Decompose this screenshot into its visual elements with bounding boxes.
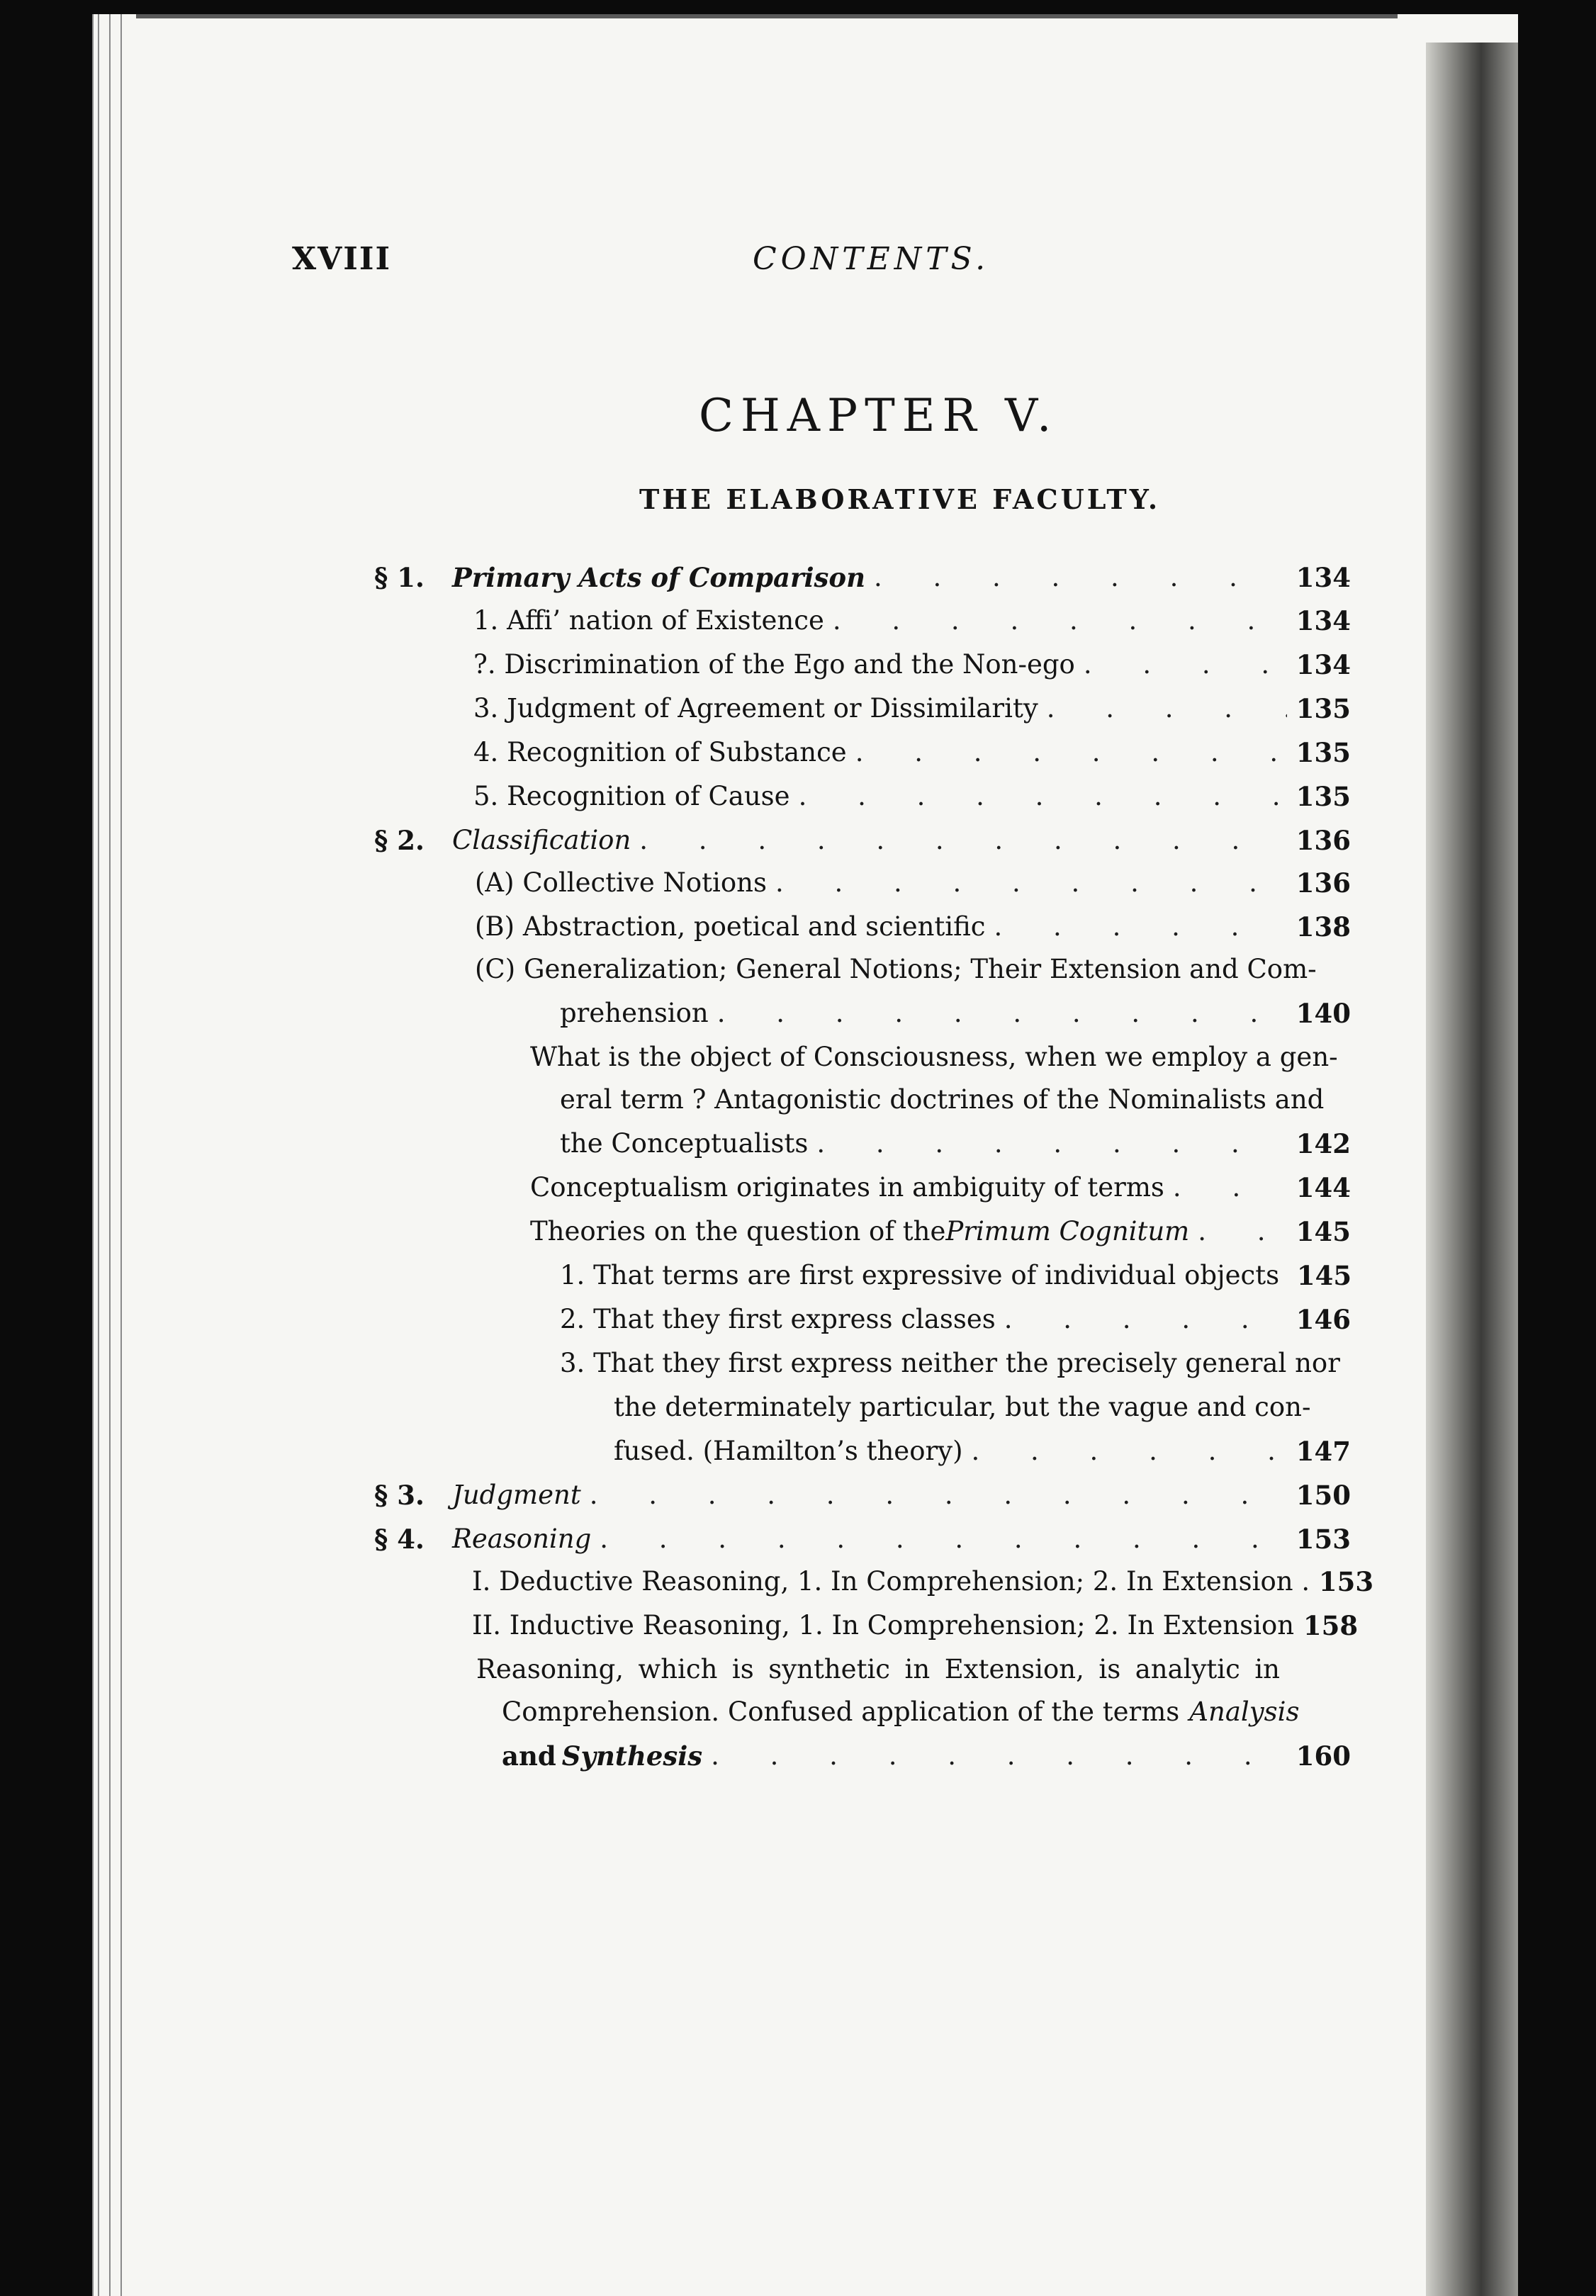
dot-leader [996,1300,1287,1339]
page-header [0,241,1596,283]
entry-text: 3. Judgment of Agreement or Dissimilarity [473,693,1038,724]
entry-italic: Synthesis [561,1740,703,1772]
toc-entry [473,645,1351,685]
dot-leader [986,907,1287,947]
entry-text: 1. Affi’ nation of Existence [473,605,824,636]
toc-entry [475,950,1317,989]
toc-entry [473,601,1351,641]
top-rule [136,14,1398,18]
entry-text: I. Deductive Reasoning, 1. In Comprehension; 2. In Extension . [472,1566,1310,1597]
entry-text: 3. That they first express neither the precisely general nor [560,1348,1340,1378]
dot-leader [631,821,1287,860]
page-number: 145 [1296,1216,1351,1247]
toc-entry [560,1256,1351,1295]
page-number: 135 [1296,781,1351,812]
dot-leader [865,558,1287,597]
toc-entry [475,907,1351,947]
page-number: 135 [1296,693,1351,724]
page-edge-line [109,14,111,2296]
toc-entry [560,1344,1340,1383]
toc-entry [472,1606,1359,1645]
page-edge-line [98,14,99,2296]
dot-leader [790,777,1287,816]
toc-entry [476,1650,1280,1689]
toc-entry [530,1168,1351,1208]
dot-leader [767,863,1287,903]
page-number: 160 [1296,1740,1351,1772]
toc-entry-continuation [502,1736,1351,1776]
page-number: 136 [1296,867,1351,899]
page-number: 153 [1318,1566,1374,1597]
toc-entry [530,1037,1338,1077]
chapter-title: CHAPTER V. [699,390,1059,442]
page-number: 134 [1296,562,1351,593]
entry-text: prehension [560,998,709,1028]
entry-text: 5. Recognition of Cause [473,781,790,811]
entry-italic: Analysis [1189,1696,1300,1727]
entry-italic: Primum Cognitum [945,1216,1190,1247]
page-number: 150 [1296,1480,1351,1511]
dot-leader [824,601,1287,641]
dot-leader [702,1736,1287,1776]
section-number: § 1. [374,562,425,593]
dot-leader [847,733,1287,772]
toc-entry [473,733,1351,772]
toc-entry-continuation [614,1388,1311,1427]
toc-entry-continuation [560,1080,1325,1120]
page-number: 145 [1296,1260,1352,1291]
entry-text: What is the object of Consciousness, when we employ a gen- [530,1042,1338,1072]
toc-entry-continuation [502,1692,1300,1732]
page-number: 142 [1296,1128,1351,1159]
toc-entry [473,689,1351,728]
section-title: Primary Acts of Comparison [452,562,865,593]
running-head: CONTENTS. [753,241,990,277]
chapter-subtitle: THE ELABORATIVE FACULTY. [639,483,1161,515]
section-number: § 2. [374,825,425,856]
toc-entry [530,1212,1351,1251]
entry-text: (A) Collective Notions [475,867,767,898]
page-edge-line [120,14,122,2296]
toc-entry [473,777,1351,816]
section-number: § 4. [374,1524,425,1555]
section-title: Reasoning [452,1524,592,1554]
entry-text: fused. (Hamilton’s theory) [614,1436,963,1466]
dot-leader [1075,645,1287,685]
entry-text: Theories on the question of the [530,1216,946,1247]
toc-entry [475,863,1351,903]
dot-leader [963,1431,1287,1471]
dot-leader [591,1519,1287,1559]
dot-leader [808,1124,1287,1164]
entry-text: eral term ? Antagonistic doctrines of the Nominalists and [560,1084,1325,1115]
entry-text: (C) Generalization; General Notions; Their Extension and Com- [475,954,1317,984]
page-number: 134 [1296,649,1351,680]
entry-text: Conceptualism originates in ambiguity of terms [530,1172,1164,1203]
entry-text: Comprehension. Confused application of the terms [502,1696,1180,1727]
page-number: 140 [1296,998,1351,1029]
page-number: 144 [1296,1172,1351,1203]
dot-leader [1189,1212,1287,1251]
entry-text: 2. That they first express classes [560,1304,996,1334]
entry-text: and [502,1740,556,1772]
page-number: 138 [1296,911,1351,942]
entry-text: ?. Discrimination of the Ego and the Non-ego [473,649,1075,680]
toc-section [374,1519,1351,1559]
toc-entry-continuation [614,1431,1351,1471]
book-spine-shadow [1426,43,1518,2296]
page-number: 146 [1296,1304,1351,1335]
entry-text: the Conceptualists [560,1128,809,1159]
entry-text: II. Inductive Reasoning, 1. In Comprehension; 2. In Extension [472,1610,1295,1641]
page-number: 136 [1296,825,1351,856]
entry-text: (B) Abstraction, poetical and scientific [475,911,986,942]
entry-text: 4. Recognition of Substance [473,737,847,767]
page-number: 134 [1296,605,1351,636]
toc-section [374,558,1351,597]
entry-text: the determinately particular, but the vague and con- [614,1392,1311,1422]
entry-text: 1. That terms are first expressive of individual objects [560,1260,1280,1290]
toc-entry-continuation [560,1124,1351,1164]
page-number: 153 [1296,1524,1351,1555]
entry-text: Reasoning, which is synthetic in Extension, is analytic in [476,1654,1280,1684]
toc-entry [472,1562,1374,1602]
section-title: Classification [452,825,631,855]
section-title: Judgment [452,1480,581,1510]
dot-leader [709,994,1287,1033]
page-number: 135 [1296,737,1351,768]
toc-section [374,1475,1351,1515]
dot-leader [581,1475,1287,1515]
dot-leader [1279,1256,1288,1295]
page-number: 147 [1296,1436,1351,1467]
toc-entry [560,1300,1351,1339]
dot-leader [1164,1168,1287,1208]
dot-leader [1038,689,1287,728]
toc-section [374,821,1351,860]
page-number: 158 [1303,1610,1359,1641]
page-folio: XVIII [292,241,392,277]
toc-entry-continuation [560,994,1351,1033]
section-number: § 3. [374,1480,425,1511]
